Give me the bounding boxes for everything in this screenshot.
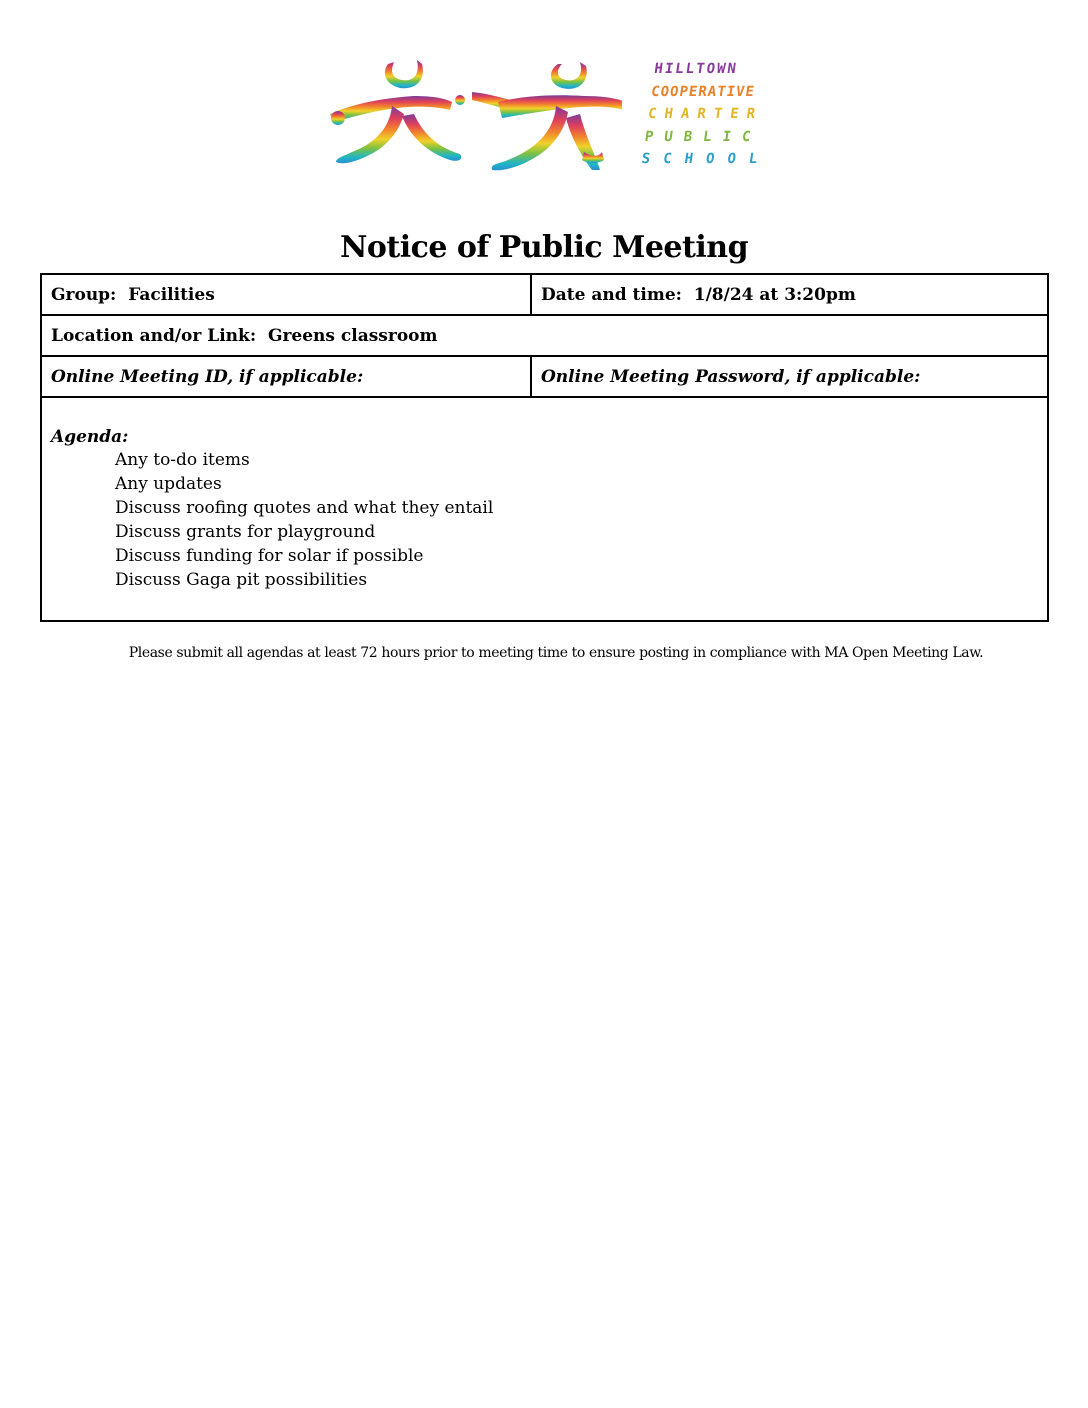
group-cell: [41, 274, 531, 315]
meeting-notice-table: [40, 273, 1049, 622]
agenda-item: Any updates: [115, 473, 222, 494]
logo-line: COOPERATIVE: [650, 83, 757, 100]
table-row: [41, 274, 1048, 315]
logo-line: SCHOOL: [640, 151, 772, 167]
meeting-id-cell: [41, 356, 531, 397]
agenda-item: Discuss roofing quotes and what they entail: [115, 497, 494, 518]
agenda-label: Agenda:: [51, 426, 129, 447]
school-logo: [322, 52, 788, 180]
logo-line: CHARTER: [646, 106, 765, 122]
table-row: [41, 315, 1048, 356]
two-figures-logo-icon: [322, 52, 622, 180]
table-row: [41, 356, 1048, 397]
agenda-item: Any to-do items: [115, 449, 250, 470]
location-label: Location and/or Link:: [51, 325, 257, 346]
logo-wordmark: [640, 58, 784, 171]
table-row: [41, 397, 1048, 621]
group-value: Facilities: [128, 284, 215, 305]
meeting-password-label: Online Meeting Password, if applicable:: [541, 366, 921, 387]
agenda-list: [115, 448, 1038, 592]
agenda-cell: [41, 397, 1048, 621]
datetime-cell: [531, 274, 1048, 315]
meeting-password-cell: [531, 356, 1048, 397]
group-label: Group:: [51, 284, 117, 305]
meeting-id-label: Online Meeting ID, if applicable:: [51, 366, 364, 387]
page-title: Notice of Public Meeting: [339, 230, 749, 265]
logo-line: HILLTOWN: [653, 61, 739, 77]
agenda-item: Discuss funding for solar if possible: [115, 545, 424, 566]
logo-line: PUBLIC: [643, 128, 763, 145]
datetime-value: 1/8/24 at 3:20pm: [693, 284, 856, 305]
datetime-label: Date and time:: [541, 284, 682, 305]
location-value: Greens classroom: [267, 325, 438, 346]
footer-note: Please submit all agendas at least 72 hours prior to meeting time to ensure posting in compliance with MA Open Meeting Law.: [128, 645, 984, 661]
agenda-item: Discuss Gaga pit possibilities: [115, 569, 368, 590]
location-cell: [41, 315, 1048, 356]
agenda-item: Discuss grants for playground: [115, 521, 376, 542]
